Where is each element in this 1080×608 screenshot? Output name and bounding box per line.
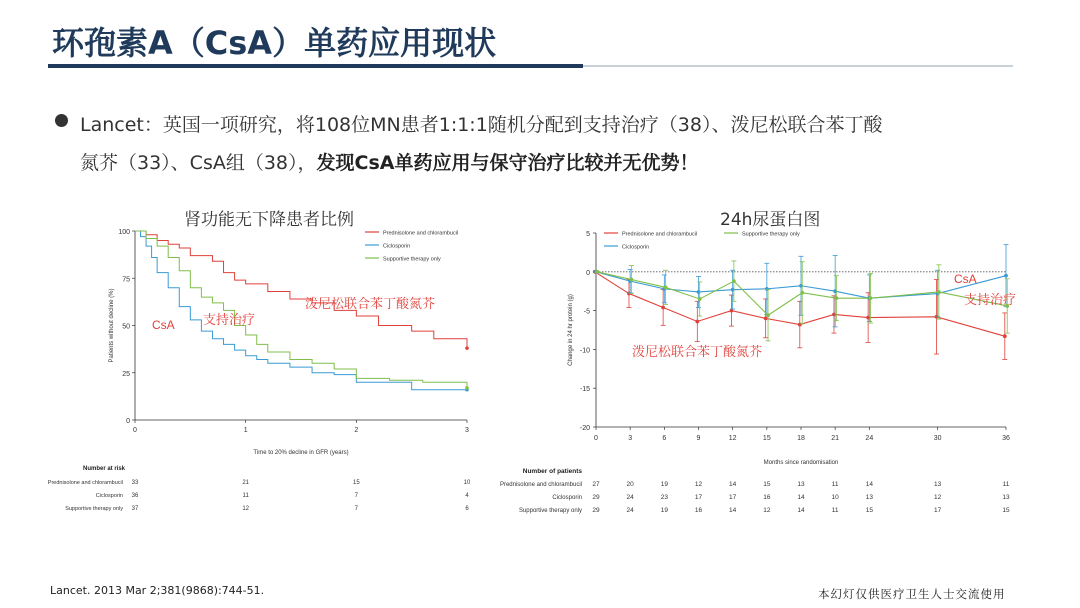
risk-value: 33 — [131, 480, 139, 486]
legend-label: Ciclosporin — [622, 244, 650, 251]
protein-point — [1004, 274, 1008, 278]
risk-value: 15 — [352, 480, 360, 486]
patients-value: 12 — [763, 507, 771, 514]
risk-row-label: Supportive therapy only — [65, 506, 123, 512]
patients-value: 29 — [592, 494, 600, 501]
title-underline-light — [583, 65, 1013, 67]
x-tick-label: 0 — [133, 427, 137, 434]
patients-value: 12 — [934, 494, 942, 501]
risk-row-label: Prednisolone and chlorambucil — [47, 480, 123, 486]
protein-point — [664, 285, 668, 289]
bullet-lead: Lancet：英国一项研究，将108位MN患者1:1:1随机分配到支持治疗（38）、泼尼松联合苯丁酸 — [80, 114, 883, 136]
km-chart — [40, 222, 490, 522]
protein-point — [834, 296, 838, 300]
patients-value: 13 — [865, 494, 873, 501]
y-tick-label: -5 — [583, 308, 590, 316]
annotation-cs: CsA — [152, 318, 175, 332]
bullet-dot-icon — [55, 114, 68, 127]
patients-value: 29 — [592, 507, 600, 514]
x-tick-label: 18 — [797, 435, 805, 442]
y-tick-label: 0 — [126, 418, 130, 425]
risk-value: 36 — [131, 493, 139, 499]
protein-point — [629, 278, 633, 282]
risk-value: 12 — [242, 506, 250, 512]
x-tick-label: 0 — [594, 435, 598, 442]
y-tick-label: 0 — [586, 269, 590, 277]
legend-label: Supportive therapy only — [383, 256, 441, 263]
risk-row-label: Ciclosporin — [95, 493, 123, 499]
patients-value: 16 — [694, 507, 703, 514]
protein-point — [695, 320, 699, 324]
y-tick-label: 25 — [122, 370, 130, 378]
risk-value: 11 — [242, 493, 249, 499]
x-tick-label: 36 — [1002, 435, 1010, 442]
protein-point — [698, 297, 702, 301]
protein-point — [1003, 334, 1007, 338]
patients-value: 24 — [626, 507, 634, 514]
legend-label: Supportive therapy only — [742, 231, 800, 238]
annotation-cs: CsA — [954, 272, 977, 286]
x-tick-label: 15 — [762, 435, 771, 442]
protein-point — [869, 296, 873, 300]
protein-point — [798, 323, 802, 327]
protein-point — [595, 270, 599, 274]
title-underline — [48, 64, 583, 68]
protein-point — [766, 313, 770, 317]
patients-value: 13 — [1002, 494, 1010, 501]
annotation-st: 支持治疗 — [964, 292, 1017, 307]
annotation-pc: 泼尼松联合苯丁酸氮芥 — [632, 344, 763, 359]
proteinuria-chart-title: 24h尿蛋白图 — [720, 210, 821, 230]
risk-value: 4 — [465, 493, 469, 499]
patients-value: 10 — [831, 494, 839, 501]
x-tick-label: 12 — [728, 435, 737, 442]
patients-value: 19 — [660, 481, 668, 488]
x-tick-label: 3 — [465, 427, 469, 434]
patients-value: 15 — [865, 507, 873, 514]
patients-value: 11 — [1002, 481, 1010, 488]
x-tick-label: 21 — [831, 435, 840, 442]
y-tick-label: 75 — [122, 276, 130, 284]
patients-value: 17 — [729, 494, 737, 501]
y-axis-label: Patients without decline (%) — [109, 288, 115, 363]
patients-value: 20 — [626, 481, 634, 488]
patients-value: 14 — [865, 481, 873, 488]
y-tick-label: -20 — [579, 425, 590, 432]
reference: Lancet. 2013 Mar 2;381(9868):744-51. — [50, 584, 265, 597]
y-tick-label: 50 — [122, 323, 130, 331]
x-axis-label: Months since randomisation — [763, 460, 839, 466]
slide-title: 环孢素A（CsA）单药应用现状 — [52, 24, 497, 62]
patients-value: 14 — [797, 494, 805, 501]
patients-value: 14 — [729, 507, 737, 514]
patients-value: 15 — [763, 481, 771, 488]
km-series-line — [135, 231, 467, 348]
risk-value: 21 — [242, 480, 250, 486]
x-tick-label: 30 — [933, 435, 942, 442]
proteinuria-chart — [486, 222, 1031, 522]
y-tick-label: 5 — [586, 231, 590, 238]
legend-label: Prednisolone and chlorambucil — [383, 230, 459, 237]
km-chart-title: 肾功能无下降患者比例 — [184, 210, 354, 230]
x-tick-label: 9 — [696, 435, 701, 442]
patients-row-label: Supportive therapy only — [518, 508, 582, 514]
patients-value: 17 — [934, 507, 942, 514]
patients-value: 17 — [694, 494, 703, 501]
risk-table-header: Number at risk — [82, 466, 125, 472]
patients-table-header: Number of patients — [522, 468, 582, 475]
y-tick-label: -15 — [579, 386, 590, 394]
patients-row-label: Prednisolone and chlorambucil — [499, 482, 582, 488]
bullet-conclusion: 发现CsA单药应用与保守治疗比较并无优势！ — [316, 152, 699, 174]
patients-value: 11 — [831, 481, 839, 488]
patients-value: 13 — [797, 481, 805, 488]
x-tick-label: 2 — [354, 427, 359, 434]
y-tick-label: 100 — [118, 229, 130, 236]
protein-point — [732, 279, 736, 283]
protein-point — [937, 290, 941, 294]
usage-notice: 本幻灯仅供医疗卫生人士交流使用 — [818, 587, 1006, 601]
risk-value: 37 — [131, 506, 139, 512]
protein-point — [661, 306, 665, 310]
y-axis-label: Change in 24 hr protein (g) — [568, 294, 574, 366]
x-tick-label: 1 — [243, 427, 248, 434]
bullet-second: 氮芥（33）、CsA组（38）， — [80, 152, 317, 174]
legend-label: Ciclosporin — [383, 243, 411, 250]
patients-value: 14 — [729, 481, 737, 488]
risk-value: 7 — [354, 506, 359, 512]
y-tick-label: -10 — [579, 347, 590, 355]
legend-label: Prednisolone and chlorambucil — [622, 231, 698, 238]
risk-value: 10 — [463, 480, 471, 486]
risk-value: 6 — [465, 506, 469, 512]
x-tick-label: 6 — [662, 435, 667, 442]
risk-value: 7 — [354, 493, 359, 499]
annotation-st: 支持治疗 — [203, 312, 256, 327]
patients-row-label: Ciclosporin — [552, 495, 582, 501]
patients-value: 13 — [934, 481, 942, 488]
bullet-text — [80, 106, 1020, 182]
protein-point — [764, 316, 768, 320]
km-series-end-marker — [465, 346, 469, 350]
x-tick-label: 24 — [865, 435, 874, 442]
patients-value: 11 — [831, 507, 839, 514]
patients-value: 27 — [592, 481, 600, 488]
patients-value: 15 — [1002, 507, 1010, 514]
x-axis-label: Time to 20% decline in GFR (years) — [253, 450, 349, 456]
annotation-pc: 泼尼松联合苯丁酸氮芥 — [305, 296, 436, 311]
km-series-end-marker — [465, 386, 469, 390]
patients-value: 16 — [763, 494, 771, 501]
patients-value: 12 — [694, 481, 703, 488]
patients-value: 23 — [660, 494, 668, 501]
protein-point — [800, 291, 804, 295]
patients-value: 24 — [626, 494, 634, 501]
x-tick-label: 3 — [628, 435, 633, 442]
patients-value: 14 — [797, 507, 805, 514]
patients-value: 19 — [660, 507, 668, 514]
